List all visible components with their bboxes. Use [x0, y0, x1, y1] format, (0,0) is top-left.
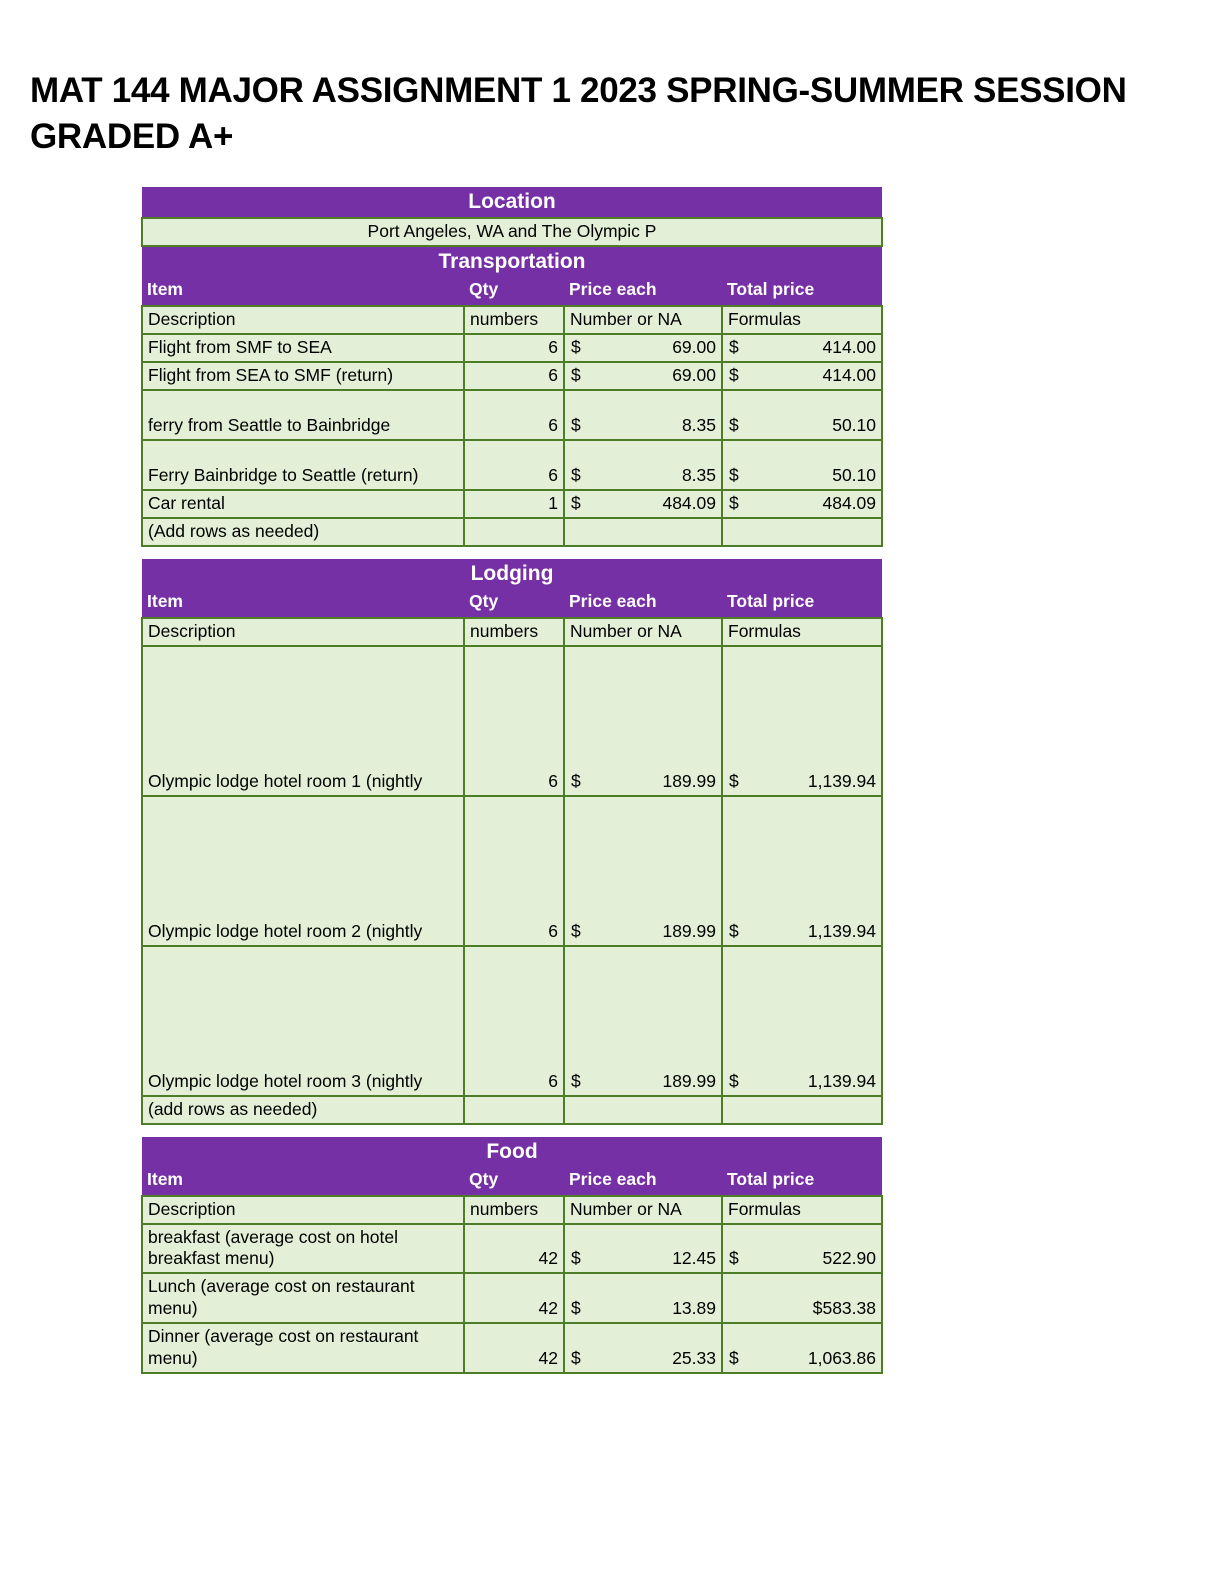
- food-descriptor-row: [142, 1196, 882, 1224]
- currency-symbol: $: [729, 492, 739, 513]
- row-item[interactable]: Olympic lodge hotel room 2 (nightly: [142, 796, 464, 946]
- row-total-price[interactable]: [722, 490, 882, 518]
- currency-symbol: $: [571, 1298, 581, 1319]
- table-row[interactable]: [142, 1273, 882, 1323]
- header-price-each: Price each: [564, 1167, 722, 1196]
- row-price-each[interactable]: [564, 440, 722, 490]
- descriptor-formulas: Formulas: [722, 306, 882, 334]
- lodging-title: Lodging: [142, 559, 882, 589]
- table-row[interactable]: [142, 334, 882, 362]
- descriptor-number-or-na: Number or NA: [564, 1196, 722, 1224]
- row-item[interactable]: Lunch (average cost on restaurant menu): [142, 1273, 464, 1323]
- currency-symbol: $: [729, 1347, 739, 1368]
- row-price-value: 189.99: [662, 1070, 716, 1091]
- header-total-price: Total price: [722, 589, 882, 618]
- row-price-each[interactable]: [564, 946, 722, 1096]
- header-item: Item: [142, 589, 464, 618]
- header-item: Item: [142, 1167, 464, 1196]
- budget-tables: [141, 187, 881, 1374]
- lodging-table: [141, 559, 883, 1125]
- currency-symbol: $: [571, 492, 581, 513]
- row-total-price[interactable]: [722, 646, 882, 796]
- row-item[interactable]: Flight from SEA to SMF (return): [142, 362, 464, 390]
- row-price-value: 69.00: [672, 365, 716, 385]
- row-item[interactable]: (add rows as needed): [142, 1096, 464, 1124]
- table-row[interactable]: [142, 796, 882, 946]
- currency-symbol: $: [571, 1347, 581, 1368]
- row-item[interactable]: Ferry Bainbridge to Seattle (return): [142, 440, 464, 490]
- table-row[interactable]: [142, 1224, 882, 1274]
- row-item[interactable]: ferry from Seattle to Bainbridge: [142, 390, 464, 440]
- header-qty: Qty: [464, 1167, 564, 1196]
- section-divider: [141, 547, 881, 559]
- header-price-each: Price each: [564, 589, 722, 618]
- table-row[interactable]: [142, 1323, 882, 1373]
- row-price-value: 189.99: [662, 770, 716, 791]
- food-header-row: [142, 1167, 882, 1196]
- row-total-value: $583.38: [812, 1298, 876, 1319]
- row-price-value: 13.89: [672, 1298, 716, 1319]
- row-price-each[interactable]: [564, 490, 722, 518]
- row-total-value: 1,063.86: [807, 1347, 876, 1368]
- row-item[interactable]: Olympic lodge hotel room 3 (nightly: [142, 946, 464, 1096]
- row-total-price[interactable]: [722, 440, 882, 490]
- header-price-each: Price each: [564, 277, 722, 306]
- currency-symbol: $: [729, 920, 739, 941]
- header-total-price: Total price: [722, 1167, 882, 1196]
- row-total-value: 1,139.94: [807, 920, 876, 941]
- row-price-each[interactable]: [564, 362, 722, 390]
- descriptor-formulas: Formulas: [722, 618, 882, 646]
- row-price-each[interactable]: [564, 390, 722, 440]
- currency-symbol: $: [729, 337, 739, 358]
- table-row[interactable]: [142, 1096, 882, 1124]
- transportation-banner-row: [142, 247, 882, 277]
- row-price-value: 8.35: [681, 465, 716, 485]
- food-banner-row: [142, 1137, 882, 1167]
- page-title: MAT 144 MAJOR ASSIGNMENT 1 2023 SPRING-SUMMER SESSION GRADED A+: [30, 71, 1127, 157]
- location-banner-row: [142, 187, 882, 218]
- lodging-descriptor-row: [142, 618, 882, 646]
- row-price-each[interactable]: [564, 1323, 722, 1373]
- location-title: Location: [142, 187, 882, 218]
- descriptor-numbers: numbers: [464, 618, 564, 646]
- row-total-value: 1,139.94: [807, 770, 876, 791]
- row-qty[interactable]: 42: [464, 1273, 564, 1323]
- header-item: Item: [142, 277, 464, 306]
- table-row[interactable]: [142, 518, 882, 546]
- table-row[interactable]: [142, 390, 882, 440]
- descriptor-numbers: numbers: [464, 306, 564, 334]
- currency-symbol: $: [571, 465, 581, 485]
- row-price-each[interactable]: [564, 646, 722, 796]
- row-item[interactable]: Olympic lodge hotel room 1 (nightly: [142, 646, 464, 796]
- table-row[interactable]: [142, 440, 882, 490]
- currency-symbol: $: [729, 1070, 739, 1091]
- descriptor-numbers: numbers: [464, 1196, 564, 1224]
- currency-symbol: $: [571, 770, 581, 791]
- row-qty[interactable]: 6: [464, 334, 564, 362]
- row-price-each[interactable]: [564, 1224, 722, 1274]
- header-qty: Qty: [464, 589, 564, 618]
- row-total-price[interactable]: [722, 390, 882, 440]
- row-qty[interactable]: 1: [464, 490, 564, 518]
- currency-symbol: $: [729, 365, 739, 385]
- descriptor-description: Description: [142, 1196, 464, 1224]
- currency-symbol: $: [571, 920, 581, 941]
- currency-symbol: $: [729, 1248, 739, 1269]
- row-item[interactable]: breakfast (average cost on hotel breakfast menu): [142, 1224, 464, 1274]
- descriptor-description: Description: [142, 306, 464, 334]
- currency-symbol: $: [571, 337, 581, 358]
- transportation-header-row: [142, 277, 882, 306]
- currency-symbol: $: [571, 365, 581, 385]
- row-total-price[interactable]: [722, 518, 882, 546]
- transportation-title: Transportation: [142, 247, 882, 277]
- row-qty[interactable]: 6: [464, 646, 564, 796]
- row-qty[interactable]: 6: [464, 362, 564, 390]
- table-row[interactable]: [142, 646, 882, 796]
- row-qty[interactable]: [464, 518, 564, 546]
- currency-symbol: $: [729, 465, 739, 485]
- currency-symbol: $: [729, 770, 739, 791]
- row-total-price[interactable]: [722, 1273, 882, 1323]
- row-item[interactable]: Car rental: [142, 490, 464, 518]
- row-price-value: 484.09: [662, 492, 716, 513]
- descriptor-number-or-na: Number or NA: [564, 618, 722, 646]
- row-total-value: 484.09: [822, 492, 877, 513]
- descriptor-formulas: Formulas: [722, 1196, 882, 1224]
- descriptor-number-or-na: Number or NA: [564, 306, 722, 334]
- row-price-each[interactable]: [564, 1096, 722, 1124]
- row-qty[interactable]: 6: [464, 946, 564, 1096]
- row-price-each[interactable]: [564, 1273, 722, 1323]
- row-total-price[interactable]: [722, 796, 882, 946]
- descriptor-description: Description: [142, 618, 464, 646]
- location-value-row: [142, 218, 882, 246]
- row-qty[interactable]: 42: [464, 1323, 564, 1373]
- row-price-each[interactable]: [564, 334, 722, 362]
- transportation-table: [141, 247, 883, 547]
- row-item[interactable]: Dinner (average cost on restaurant menu): [142, 1323, 464, 1373]
- row-total-value: 522.90: [822, 1248, 876, 1269]
- table-row[interactable]: [142, 946, 882, 1096]
- row-total-price[interactable]: [722, 1323, 882, 1373]
- row-item[interactable]: (Add rows as needed): [142, 518, 464, 546]
- row-total-price[interactable]: [722, 946, 882, 1096]
- row-total-value: 1,139.94: [807, 1070, 876, 1091]
- row-total-price[interactable]: [722, 1096, 882, 1124]
- lodging-banner-row: [142, 559, 882, 589]
- row-total-price[interactable]: [722, 334, 882, 362]
- location-value[interactable]: Port Angeles, WA and The Olympic P: [142, 218, 882, 246]
- table-row[interactable]: [142, 362, 882, 390]
- food-table: [141, 1137, 883, 1374]
- currency-symbol: $: [571, 415, 581, 435]
- row-price-value: 12.45: [672, 1248, 716, 1269]
- row-total-value: 50.10: [832, 465, 877, 485]
- row-price-value: 69.00: [672, 337, 716, 358]
- lodging-header-row: [142, 589, 882, 618]
- table-row[interactable]: [142, 490, 882, 518]
- row-price-value: 189.99: [662, 920, 716, 941]
- row-qty[interactable]: 6: [464, 390, 564, 440]
- row-qty[interactable]: [464, 1096, 564, 1124]
- header-qty: Qty: [464, 277, 564, 306]
- row-qty[interactable]: 6: [464, 440, 564, 490]
- row-price-each[interactable]: [564, 518, 722, 546]
- section-divider: [141, 1125, 881, 1137]
- row-total-value: 414.00: [822, 365, 877, 385]
- row-price-each[interactable]: [564, 796, 722, 946]
- currency-symbol: $: [729, 415, 739, 435]
- row-total-price[interactable]: [722, 1224, 882, 1274]
- header-total-price: Total price: [722, 277, 882, 306]
- row-total-price[interactable]: [722, 362, 882, 390]
- location-table: [141, 187, 883, 247]
- row-price-value: 25.33: [672, 1347, 716, 1368]
- row-item[interactable]: Flight from SMF to SEA: [142, 334, 464, 362]
- row-price-value: 8.35: [681, 415, 716, 435]
- food-title: Food: [142, 1137, 882, 1167]
- currency-symbol: $: [571, 1070, 581, 1091]
- row-total-value: 50.10: [832, 415, 877, 435]
- row-qty[interactable]: 42: [464, 1224, 564, 1274]
- currency-symbol: $: [571, 1248, 581, 1269]
- row-total-value: 414.00: [822, 337, 877, 358]
- transportation-descriptor-row: [142, 306, 882, 334]
- row-qty[interactable]: 6: [464, 796, 564, 946]
